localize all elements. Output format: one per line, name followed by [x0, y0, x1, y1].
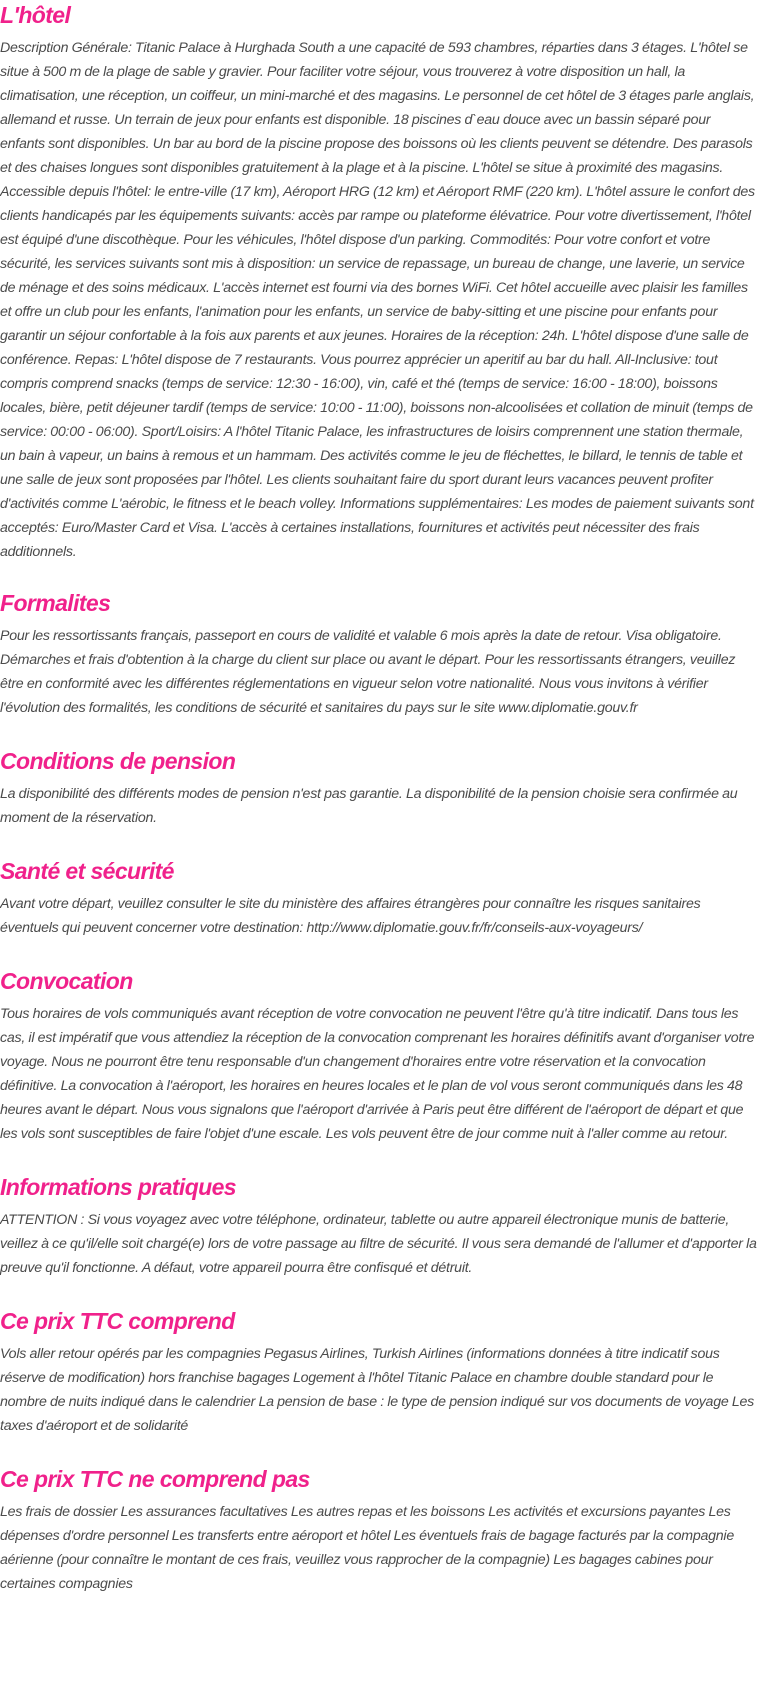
section-body-prix-comprend: Vols aller retour opérés par les compagnies Pegasus Airlines, Turkish Airlines (informations données à titre indicatif sous réserve de modification) hors franchise bagages Logement à l'hôtel Titanic Palace en chambre double standard pour le nombre de nuits indiqué dans le calendrier La pension de base : le type de pension indiqué sur vos documents de voyage Les taxes d'aéroport et de solidarité	[0, 1346, 754, 1434]
section-sante-et-securite	[0, 856, 758, 940]
section-body-informations-pratiques: ATTENTION : Si vous voyagez avec votre téléphone, ordinateur, tablette ou autre appareil électronique munis de batterie, veillez à ce qu'il/elle soit chargé(e) lors de votre passage au filtre de sécurité. Il vous sera demandé de l'allumer et d'apporter la preuve qu'il fonctionne. A défaut, votre appareil pourra être confisqué et détruit.	[0, 1212, 757, 1276]
section-title-sante-et-securite: Santé et sécurité	[0, 858, 174, 884]
section-title-hotel: L'hôtel	[0, 2, 71, 28]
section-hotel	[0, 0, 758, 564]
section-title-informations-pratiques: Informations pratiques	[0, 1174, 236, 1200]
section-convocation	[0, 966, 758, 1146]
section-body-formalites: Pour les ressortissants français, passeport en cours de validité et valable 6 mois après la date de retour. Visa obligatoire. Démarches et frais d'obtention à la charge du client sur place ou avant le départ. Pour les ressortissants étrangers, veuillez être en conformité avec les différentes réglementations en vigueur selon votre nationalité. Nous vous invitons à vérifier l'évolution des formalités, les conditions de sécurité et sanitaires du pays sur le site www.diplomatie.gouv.fr	[0, 628, 736, 716]
section-formalites	[0, 588, 758, 720]
section-body-prix-ne-comprend-pas: Les frais de dossier Les assurances facultatives Les autres repas et les boissons Les activités et excursions payantes Les dépenses d'ordre personnel Les transferts entre aéroport et hôtel Les éventuels frais de bagage facturés par la compagnie aérienne (pour connaître le montant de ces frais, veuillez vous rapprocher de la compagnie) Les bagages cabines pour certaines compagnies	[0, 1504, 734, 1592]
section-body-conditions-de-pension: La disponibilité des différents modes de pension n'est pas garantie. La disponibilité de la pension choisie sera confirmée au moment de la réservation.	[0, 786, 738, 826]
section-title-prix-ne-comprend-pas: Ce prix TTC ne comprend pas	[0, 1466, 310, 1492]
section-title-formalites: Formalites	[0, 590, 111, 616]
section-conditions-de-pension	[0, 746, 758, 830]
section-body-convocation: Tous horaires de vols communiqués avant réception de votre convocation ne peuvent l'être qu'à titre indicatif. Dans tous les cas, il est impératif que vous attendiez la réception de la convocation comprenant les horaires définitifs avant d'organiser votre voyage. Nous ne pourront être tenu responsable d'un changement d'horaires entre votre réservation et la convocation définitive. La convocation à l'aéroport, les horaires en heures locales et le plan de vol vous seront communiqués dans les 48 heures avant le départ. Nous vous signalons que l'aéroport d'arrivée à Paris peut être différent de l'aéroport de départ et que les vols sont susceptibles de faire l'objet d'une escale. Les vols peuvent être de jour comme nuit à l'aller comme au retour.	[0, 1006, 755, 1142]
section-title-prix-comprend: Ce prix TTC comprend	[0, 1308, 235, 1334]
section-informations-pratiques	[0, 1172, 758, 1280]
section-prix-comprend	[0, 1306, 758, 1438]
section-title-convocation: Convocation	[0, 968, 133, 994]
section-prix-ne-comprend-pas	[0, 1464, 758, 1596]
section-title-conditions-de-pension: Conditions de pension	[0, 748, 236, 774]
section-body-sante-et-securite: Avant votre départ, veuillez consulter le site du ministère des affaires étrangères pour connaître les risques sanitaires éventuels qui peuvent concerner votre destination: http://www.diplomatie.gouv.fr/fr/conseils-aux-voyageurs/	[0, 896, 701, 936]
section-body-hotel: Description Générale: Titanic Palace à Hurghada South a une capacité de 593 chambres, réparties dans 3 étages. L'hôtel se situe à 500 m de la plage de sable y gravier. Pour faciliter votre séjour, vous trouverez à votre disposition un hall, la climatisation, une réception, un coiffeur, un mini-marché et des magasins. Le personnel de cet hôtel de 3 étages parle anglais, allemand et russe. Un terrain de jeux pour enfants est disponible. 18 piscines d`eau douce avec un bassin séparé pour enfants sont disponibles. Un bar au bord de la piscine propose des boissons où les clients peuvent se détendre. Des parasols et des chaises longues sont disponibles gratuitement à la plage et à la piscine. L'hôtel se situe à proximité des magasins. Accessible depuis l'hôtel: le entre-ville (17 km), Aéroport HRG (12 km) et Aéroport RMF (220 km). L'hôtel assure le confort des clients handicapés par les équipements suivants: accès par rampe ou plateforme élévatrice. Pour votre divertissement, l'hôtel est équipé d'une discothèque. Pour les véhicules, l'hôtel dispose d'un parking. Commodités: Pour votre confort et votre sécurité, les services suivants sont mis à disposition: un service de repassage, un bureau de change, une laverie, un service de ménage et des soins médicaux. L'accès internet est fourni via des bornes WiFi. Cet hôtel accueille avec plaisir les familles et offre un club pour les enfants, l'animation pour les enfants, un service de baby-sitting et une piscine pour enfants pour garantir un séjour confortable à la fois aux parents et aux jeunes. Horaires de la réception: 24h. L'hôtel dispose d'une salle de conférence. Repas: L'hôtel dispose de 7 restaurants. Vous pourrez apprécier un aperitif au bar du hall. All-Inclusive: tout compris comprend snacks (temps de service: 12:30 - 16:00), vin, café et thé (temps de service: 16:00 - 18:00), boissons locales, bière, petit déjeuner tardif (temps de service: 10:00 - 11:00), boissons non-alcoolisées et collation de minuit (temps de service: 00:00 - 06:00). Sport/Loisirs: A l'hôtel Titanic Palace, les infrastructures de loisirs comprennent une station thermale, un bain à vapeur, un bains à remous et un hammam. Des activités comme le jeu de fléchettes, le billard, le tennis de table et une salle de jeux sont proposées par l'hôtel. Les clients souhaitant faire du sport durant leurs vacances peuvent profiter d'activités comme L'aérobic, le fitness et le beach volley. Informations supplémentaires: Les modes de paiement suivants sont acceptés: Euro/Master Card et Visa. L'accès à certaines installations, fournitures et activités peut nécessiter des frais additionnels.	[0, 40, 755, 560]
